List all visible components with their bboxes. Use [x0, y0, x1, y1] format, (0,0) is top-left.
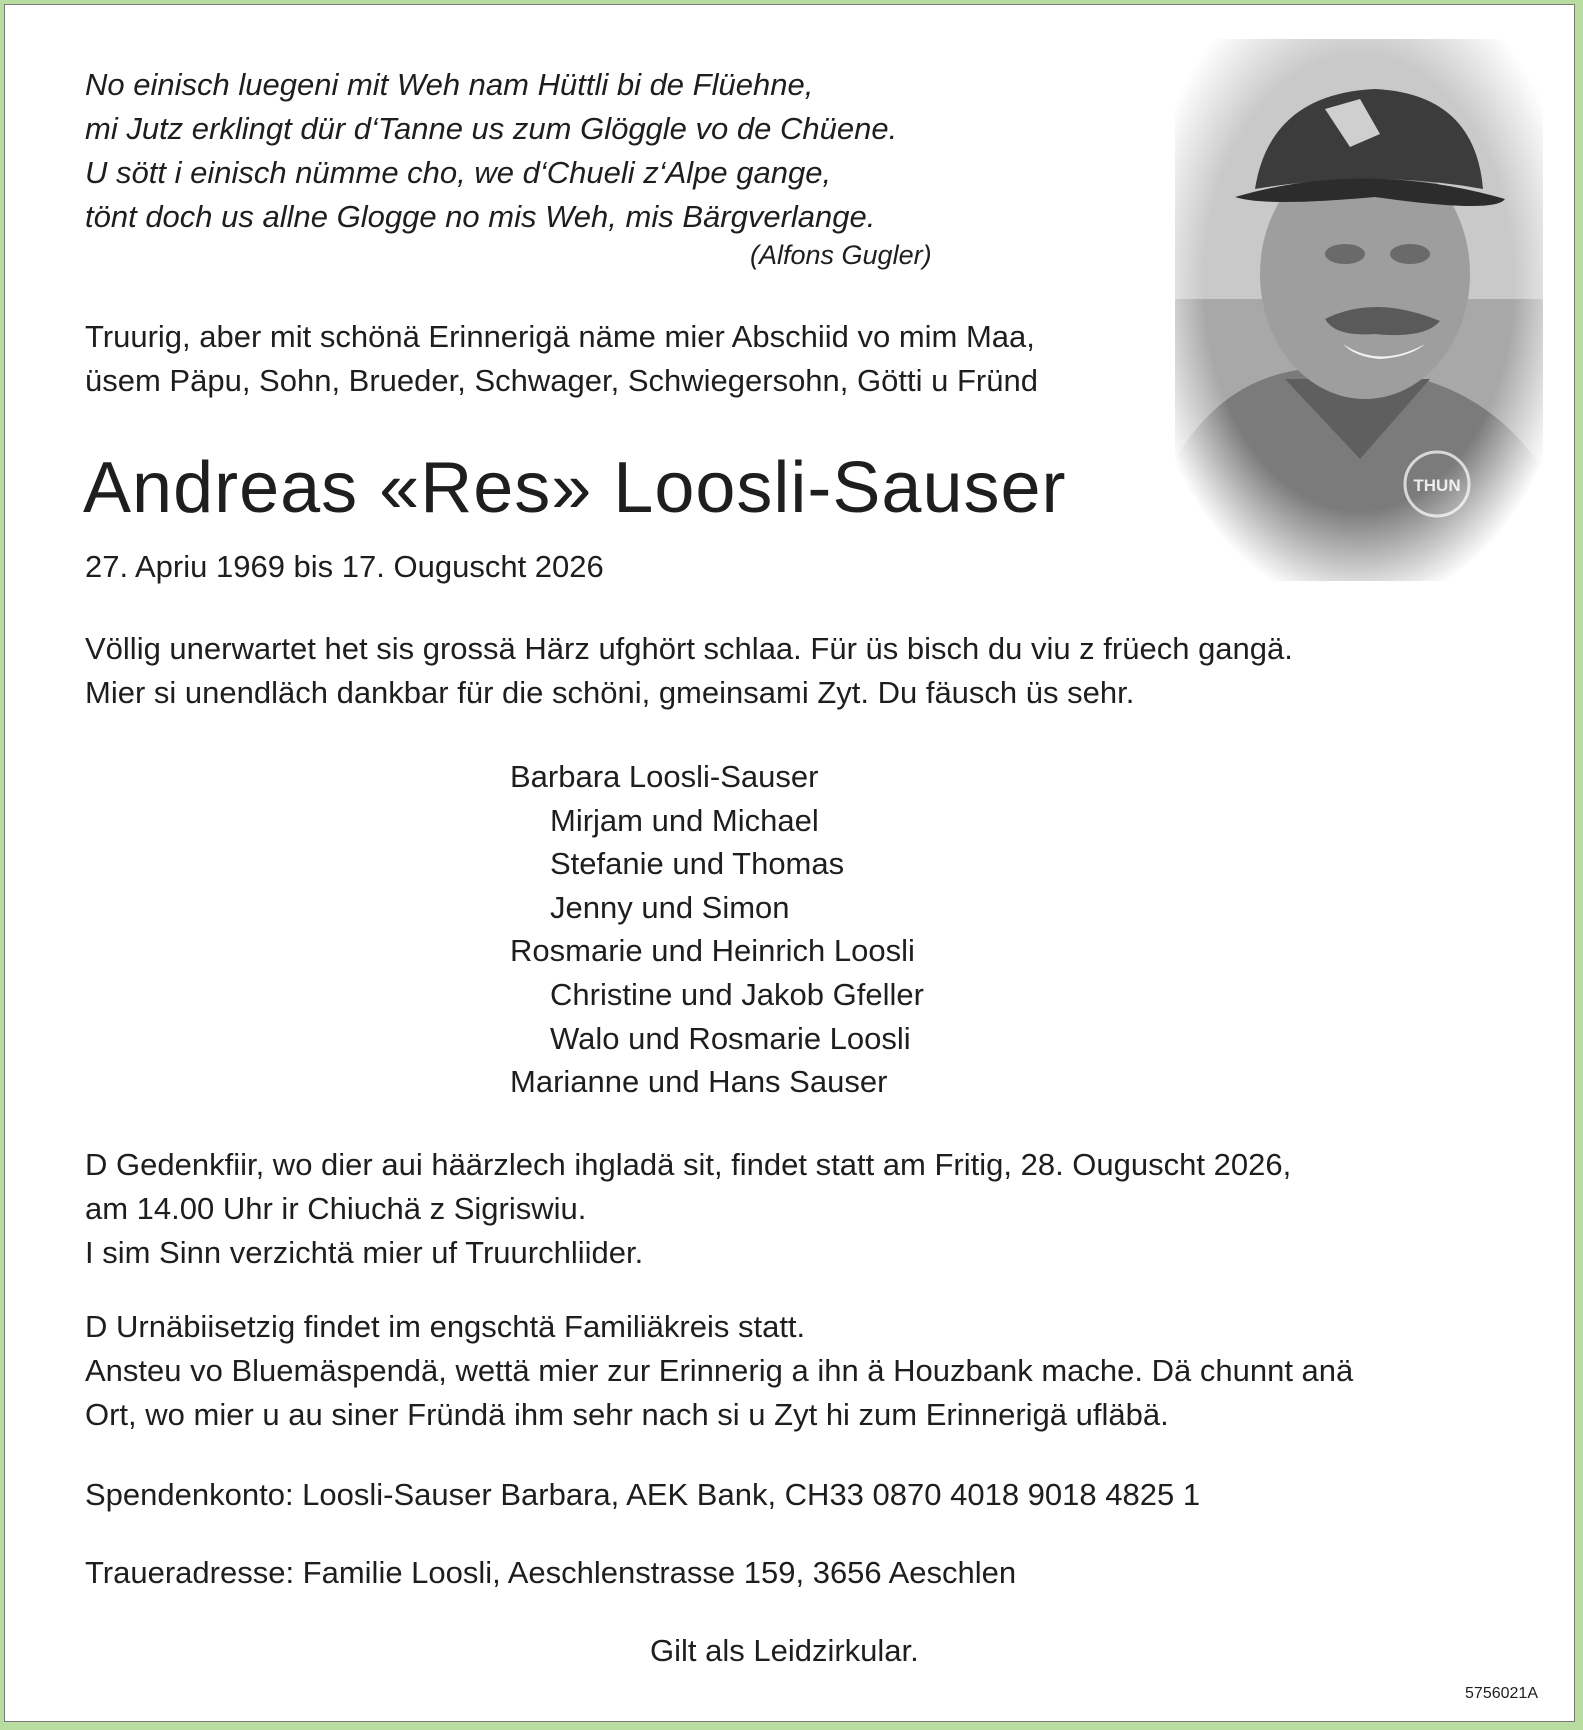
- service-line: I sim Sinn verzichtä mier uf Truurchliider.: [85, 1235, 644, 1270]
- burial-line: D Urnäbiisetzig findet im engschtä Familiäkreis statt.: [85, 1309, 806, 1344]
- burial-info: [85, 1305, 1353, 1437]
- portrait-illustration: [1175, 39, 1543, 581]
- service-line: D Gedenkfiir, wo dier aui häärzlech ihgladä sit, findet statt am Fritig, 28. Ouguscht 2026,: [85, 1147, 1292, 1182]
- family-member: Barbara Loosli-Sauser: [510, 759, 819, 794]
- mourning-address: Traueradresse: Familie Loosli, Aeschlenstrasse 159, 3656 Aeschlen: [85, 1555, 1017, 1590]
- tribute-line: Völlig unerwartet het sis grossä Härz ufghört schlaa. Für üs bisch du viu z früech gangä.: [85, 631, 1293, 666]
- donation-account: Spendenkonto: Loosli-Sauser Barbara, AEK Bank, CH33 0870 4018 9018 4825 1: [85, 1477, 1201, 1512]
- poem-attribution: (Alfons Gugler): [750, 240, 932, 270]
- family-member: Rosmarie und Heinrich Loosli: [510, 933, 915, 969]
- ad-code: 5756021A: [1465, 1685, 1538, 1702]
- service-info: [85, 1143, 1291, 1275]
- family-member: Walo und Rosmarie Loosli: [550, 1020, 911, 1056]
- life-dates: 27. Apriu 1969 bis 17. Ouguscht 2026: [85, 549, 604, 584]
- obituary-card: [4, 4, 1575, 1722]
- tribute-text: [85, 627, 1293, 715]
- poem: [85, 63, 897, 239]
- family-member: Jenny und Simon: [550, 889, 790, 925]
- portrait-photo: [1175, 39, 1543, 581]
- closing-note: Gilt als Leidzirkular.: [650, 1633, 919, 1668]
- poem-line: U sött i einisch nümme cho, we d‘Chueli z‘Alpe gange,: [85, 155, 832, 190]
- burial-line: Ansteu vo Bluemäspendä, wettä mier zur Erinnerig a ihn ä Houzbank mache. Dä chunnt anä: [85, 1353, 1354, 1388]
- intro-text: [85, 315, 1038, 403]
- tribute-line: Mier si unendläch dankbar für die schöni, gmeinsami Zyt. Du fäusch üs sehr.: [85, 675, 1135, 710]
- deceased-name: Andreas «Res» Loosli-Sauser: [83, 448, 1067, 528]
- family-member: Mirjam und Michael: [550, 802, 819, 838]
- family-member: Christine und Jakob Gfeller: [550, 976, 924, 1012]
- family-list: [510, 755, 924, 1104]
- family-member: Stefanie und Thomas: [550, 846, 845, 882]
- poem-line: mi Jutz erklingt dür d‘Tanne us zum Glöggle vo de Chüene.: [85, 111, 898, 146]
- burial-line: Ort, wo mier u au siner Fründä ihm sehr nach si u Zyt hi zum Erinnerigä ufläbä.: [85, 1397, 1169, 1432]
- poem-line: No einisch luegeni mit Weh nam Hüttli bi de Flüehne,: [85, 67, 814, 102]
- service-line: am 14.00 Uhr ir Chiuchä z Sigriswiu.: [85, 1191, 587, 1226]
- intro-line: üsem Päpu, Sohn, Brueder, Schwager, Schwiegersohn, Götti u Fründ: [85, 363, 1038, 398]
- poem-line: tönt doch us allne Glogge no mis Weh, mis Bärgverlange.: [85, 199, 876, 234]
- family-member: Marianne und Hans Sauser: [510, 1064, 888, 1100]
- intro-line: Truurig, aber mit schönä Erinnerigä näme mier Abschiid vo mim Maa,: [85, 319, 1035, 354]
